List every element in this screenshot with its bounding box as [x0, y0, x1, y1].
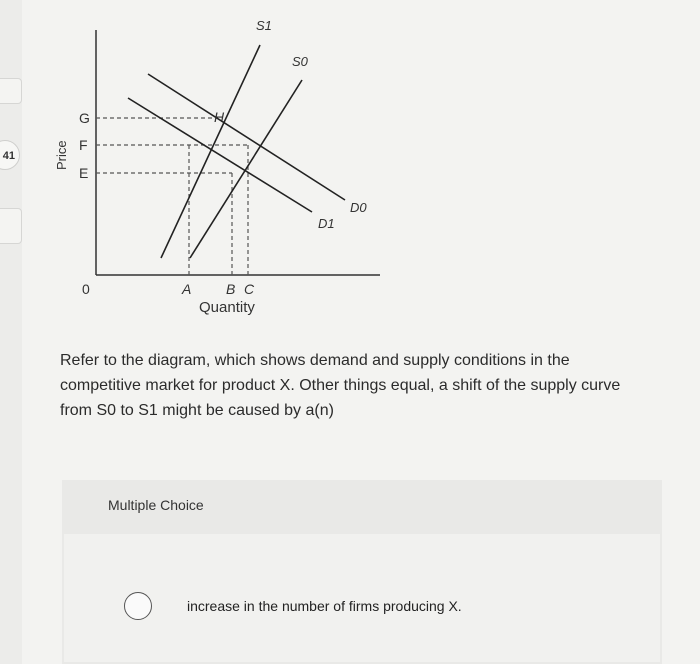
- multiple-choice-title: Multiple Choice: [108, 497, 204, 513]
- supply-curve-s0: [190, 80, 302, 258]
- price-label-e: E: [79, 165, 89, 181]
- side-nav-tab[interactable]: [0, 78, 22, 104]
- quantity-label-b: B: [226, 281, 236, 297]
- curve-label-s1: S1: [256, 18, 272, 33]
- curve-label-d1: D1: [318, 216, 335, 231]
- answer-option[interactable]: [64, 534, 660, 662]
- supply-demand-diagram: [40, 0, 400, 330]
- quantity-label-a: A: [182, 281, 192, 297]
- origin-label: 0: [82, 281, 90, 297]
- curve-label-d0: D0: [350, 200, 367, 215]
- price-label-f: F: [79, 137, 88, 153]
- multiple-choice-panel: [62, 480, 662, 664]
- option-radio-button[interactable]: [124, 592, 152, 620]
- option-label: increase in the number of firms producing X.: [187, 598, 462, 614]
- price-axis-label: Price: [54, 140, 69, 170]
- question-text: Refer to the diagram, which shows demand and supply conditions in the competitive market for product X. Other things equal, a shift of the supply curve from S0 to S1 might be caused by a(n): [60, 352, 621, 419]
- side-nav-tab[interactable]: [0, 208, 22, 244]
- question-number-badge[interactable]: 41: [0, 140, 20, 170]
- price-label-g: G: [79, 110, 90, 126]
- quantity-axis-label: Quantity: [199, 299, 255, 316]
- point-label-h: H: [214, 109, 225, 125]
- curve-label-s0: S0: [292, 54, 308, 69]
- quantity-label-c: C: [244, 281, 255, 297]
- demand-curve-d0: [148, 74, 345, 200]
